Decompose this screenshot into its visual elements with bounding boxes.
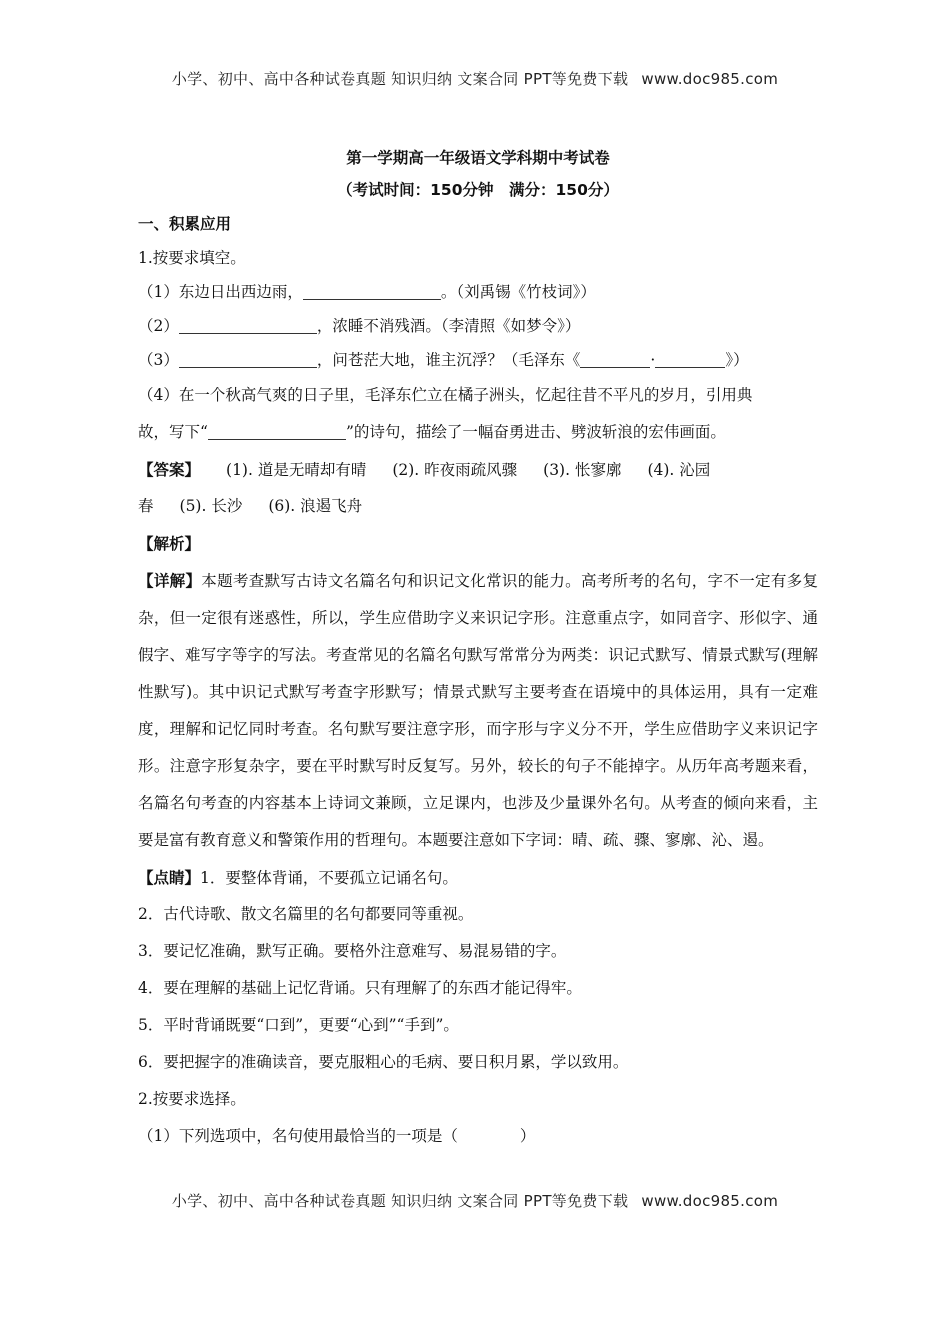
exam-info: （考试时间：150分钟 满分：150分） [337, 181, 619, 199]
item-text: （2） [138, 317, 179, 335]
item-text: ”的诗句，描绘了一幅奋勇进击、劈波斩浪的宏伟画面。 [345, 423, 726, 441]
question-2-item-1: （1）下列选项中，名句使用最恰当的一项是（ ） [138, 1127, 536, 1145]
answer-line-1 [138, 451, 818, 488]
item-text: 。（刘禹锡《竹枝词》） [440, 283, 596, 301]
page-header [0, 68, 950, 89]
footer-text: 小学、初中、高中各种试卷真题 知识归纳 文案合同 PPT等免费下载 [171, 1192, 629, 1210]
tip-label: 【点睛】 [138, 868, 201, 887]
header-site: www.doc985.com [641, 70, 779, 88]
answer-item: (2). 昨夜雨疏风骤 [392, 461, 518, 479]
answer-label: 【答案】 [138, 460, 201, 479]
answer-blank [580, 349, 650, 368]
tip-item: 6．要把握字的准确读音，要克服粗心的毛病、要日积月累，学以致用。 [138, 1053, 629, 1071]
answer-item: (6). 浪遏飞舟 [268, 497, 363, 515]
tip-item: 2．古代诗歌、散文名篇里的名句都要同等重视。 [138, 905, 474, 923]
tip-item: 5．平时背诵既要“口到”，更要“心到”“手到”。 [138, 1016, 459, 1034]
page-footer [0, 1190, 950, 1211]
tip-item: 3．要记忆准确，默写正确。要格外注意难写、易混易错的字。 [138, 942, 567, 960]
question-1-item-4-line-1 [138, 377, 818, 414]
answer-blank [179, 349, 317, 368]
detail-paragraph [138, 562, 818, 859]
section-heading: 一、积累应用 [138, 215, 232, 233]
item-text: （1）东边日出西边雨， [138, 283, 303, 301]
footer-site: www.doc985.com [641, 1192, 779, 1210]
header-text: 小学、初中、高中各种试卷真题 知识归纳 文案合同 PPT等免费下载 [171, 70, 629, 88]
answer-blank [655, 349, 725, 368]
analysis-label: 【解析】 [138, 534, 201, 553]
answer-item: 春 [138, 497, 154, 515]
tip-item: 1．要整体背诵，不要孤立记诵名句。 [200, 869, 458, 887]
page-title: 第一学期高一年级语文学科期中考试卷 [346, 149, 610, 167]
question-1-item-1 [138, 275, 818, 309]
detail-text: 本题考查默写古诗文名篇名句和识记文化常识的能力。高考所考的名句，字不一定有多复杂，但一定很有迷惑性，所以，学生应借助字义来识记字形。注意重点字，如同音字、形似字、通假字、难写字等字的写法。考查常见的名篇名句默写常常分为两类：识记式默写、情景式默写(理解性默写)。其中识记式默写考查字形默写；情景式默写主要考查在语境中的具体运用，具有一定难度，理解和记忆同时考查。名句默写要注意字形，而字形与字义分不开，学生应借助字义来识记字形。注意字形复杂字，要在平时默写时反复写。另外，较长的句子不能掉字。从历年高考题来看，名篇名句考查的内容基本上诗词文兼顾，立足课内，也涉及少量课外名句。从考查的倾向来看，主要是富有教育意义和警策作用的哲理句。本题要注意如下字词：晴、疏、骤、寥廓、沁、遏。 [138, 572, 818, 849]
answer-item: (1). 道是无晴却有晴 [226, 461, 367, 479]
question-1-stem: 1.按要求填空。 [138, 249, 246, 267]
item-text: 》） [725, 351, 749, 369]
question-1-item-3 [138, 343, 818, 377]
answer-blank [303, 281, 441, 300]
item-text: · [650, 351, 656, 369]
detail-label: 【详解】 [138, 571, 202, 590]
answer-item: (3). 怅寥廓 [543, 461, 622, 479]
answer-blank [179, 315, 317, 334]
question-1-item-2 [138, 309, 818, 343]
item-text: 故，写下“ [138, 423, 208, 441]
document-body [138, 143, 818, 1155]
answer-item: (4). 沁园 [647, 461, 711, 479]
item-text: ，浓睡不消残酒。（李清照《如梦令》） [316, 317, 581, 335]
item-text: （4）在一个秋高气爽的日子里，毛泽东伫立在橘子洲头，忆起往昔不平凡的岁月，引用典 [138, 386, 753, 404]
tip-item: 4．要在理解的基础上记忆背诵。只有理解了的东西才能记得牢。 [138, 979, 582, 997]
tip-line-1 [138, 859, 818, 896]
item-text: ，问苍茫大地，谁主沉浮？（毛泽东《 [316, 351, 581, 369]
question-1-item-4-line-2 [138, 414, 818, 451]
answer-line-2 [138, 488, 818, 525]
answer-blank [208, 421, 346, 440]
answer-item: (5). 长沙 [179, 497, 243, 515]
item-text: （3） [138, 351, 179, 369]
question-2-stem: 2.按要求选择。 [138, 1090, 246, 1108]
